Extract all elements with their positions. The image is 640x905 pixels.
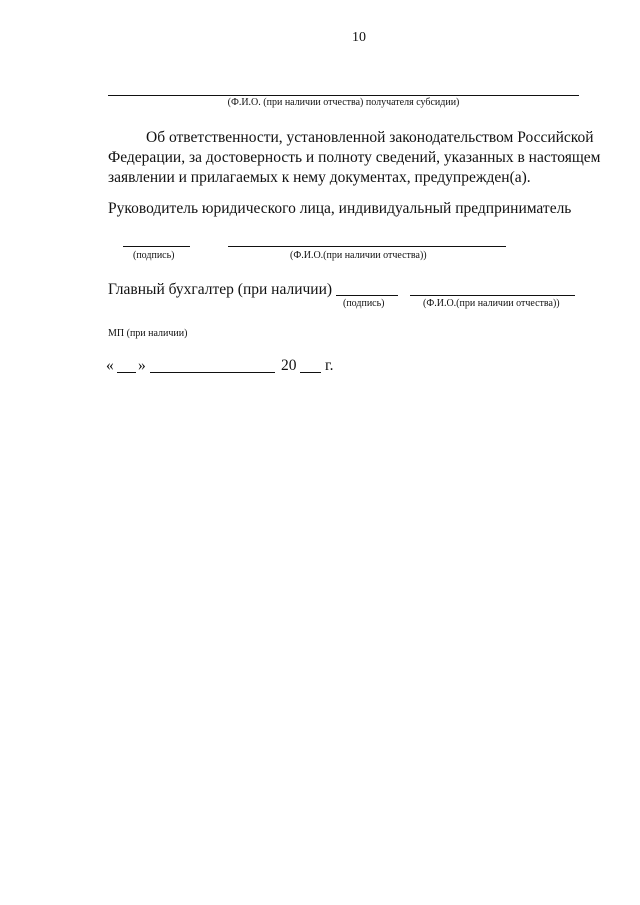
head-signature-line (123, 246, 190, 247)
recipient-caption: (Ф.И.О. (при наличии отчества) получателя субсидии) (227, 97, 460, 108)
head-name-line (228, 246, 506, 247)
date-suffix: г. (325, 357, 334, 374)
recipient-name-line (108, 95, 579, 96)
paragraph-line-3: заявлении и прилагаемых к нему документах, предупрежден(а). (108, 169, 531, 186)
head-label: Руководитель юридического лица, индивидуальный предприниматель (108, 200, 572, 217)
accountant-name-caption: (Ф.И.О.(при наличии отчества)) (423, 298, 560, 309)
date-close-quote: » (138, 357, 146, 374)
accountant-signature-line (336, 295, 398, 296)
date-year-line (300, 372, 321, 373)
date-day-line (117, 372, 136, 373)
accountant-signature-caption: (подпись) (343, 298, 385, 309)
page-number: 10 (352, 30, 366, 45)
accountant-name-line (410, 295, 575, 296)
head-name-caption: (Ф.И.О.(при наличии отчества)) (290, 250, 427, 261)
accountant-label: Главный бухгалтер (при наличии) (108, 281, 333, 298)
paragraph-line-1: Об ответственности, установленной законодательством Российской (146, 129, 594, 146)
head-signature-caption: (подпись) (133, 250, 175, 261)
stamp-label: МП (при наличии) (108, 328, 188, 339)
date-month-line (150, 372, 275, 373)
paragraph-line-2: Федерации, за достоверность и полноту сведений, указанных в настоящем (108, 149, 601, 166)
date-year-prefix: 20 (281, 357, 297, 374)
date-open-quote: « (106, 357, 114, 374)
